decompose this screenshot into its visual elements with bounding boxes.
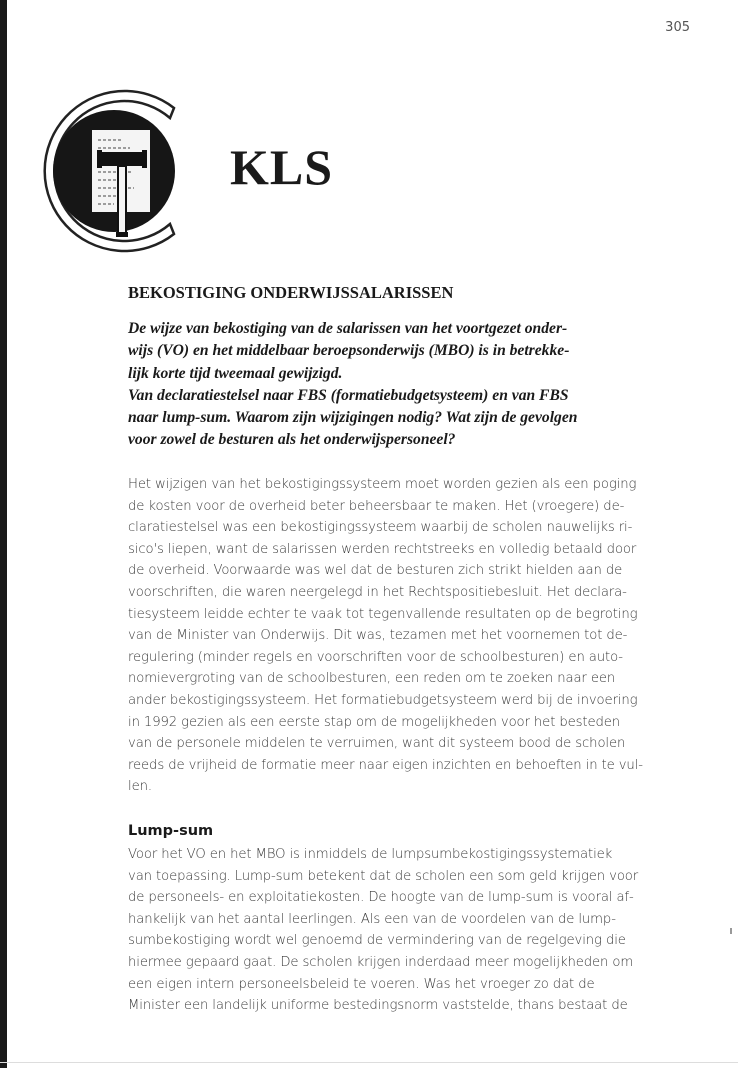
body-line: de kosten voor de overheid beter beheersbaar te maken. Het (vroegere) de- — [128, 498, 625, 514]
body-line: hankelijk van het aantal leerlingen. Als een van de voordelen van de lump- — [128, 911, 616, 927]
page-number: 305 — [665, 20, 690, 35]
body-line: nomievergroting van de schoolbesturen, een reden om te zoeken naar een — [128, 671, 616, 687]
body-line: sumbekostiging wordt wel genoemd de vermindering van de regelgeving die — [128, 933, 626, 949]
page-edge-shadow — [0, 0, 7, 1068]
body-line: sico's liepen, want de salarissen werden rechtstreeks en volledig betaald door — [128, 541, 637, 557]
body-line: van de personele middelen te verruimen, want dit systeem bood de scholen — [128, 736, 626, 752]
body-line: in 1992 gezien als een eerste stap om de mogelijkheden voor het besteden — [128, 714, 621, 730]
lead-line: De wijze van bekostiging van de salarissen van het voortgezet onder- — [128, 320, 568, 337]
body-line: voorschriften, die waren neergelegd in het Rechtspositiebesluit. Het declara- — [128, 584, 627, 600]
lead-line: wijs (VO) en het middelbaar beroepsonderwijs (MBO) is in betrekke- — [128, 342, 570, 360]
body-line: ander bekostigingssysteem. Het formatiebudgetsysteem werd bij de invoering — [128, 692, 638, 708]
body-line: de personeels- en exploitatiekosten. De hoogte van de lump-sum is vooral af- — [128, 890, 634, 906]
body-line: claratiestelsel was een bekostigingssysteem waarbij de scholen nauwelijks ri- — [128, 520, 633, 536]
page-bottom-edge — [0, 1062, 738, 1063]
body-line: tiesysteem leidde echter te vaak tot tegenvallende resultaten op de begroting — [128, 606, 638, 622]
body-line: hiermee gepaard gaat. De scholen krijgen inderdaad meer mogelijkheden om — [128, 954, 634, 970]
scan-artifact — [730, 928, 732, 934]
body-paragraph — [128, 474, 688, 798]
page-title: KLS — [230, 139, 334, 195]
lead-line: Van declaratiestelsel naar FBS (formatiebudgetsysteem) en van FBS — [128, 386, 569, 404]
lead-line: naar lump-sum. Waarom zijn wijzigingen nodig? Wat zijn de gevolgen — [128, 409, 578, 427]
body-line: van de Minister van Onderwijs. Dit was, tezamen met het voornemen tot de- — [128, 628, 628, 644]
body-line: van toepassing. Lump-sum betekent dat de scholen een som geld krijgen voor — [128, 868, 639, 884]
lead-line: voor zowel de besturen als het onderwijspersoneel? — [128, 431, 456, 449]
body-line: reeds de vrijheid de formatie meer naar eigen inzichten en behoeften in te vul- — [128, 757, 643, 773]
lead-line: lijk korte tijd tweemaal gewijzigd. — [128, 364, 343, 382]
lump-sum-paragraph — [128, 844, 688, 1017]
body-line: regulering (minder regels en voorschriften voor de schoolbesturen) en auto- — [128, 649, 623, 665]
body-line: Voor het VO en het MBO is inmiddels de lumpsumbekostigingssystematiek — [128, 847, 613, 862]
body-line: de overheid. Voorwaarde was wel dat de besturen zich strikt hielden aan de — [128, 563, 623, 579]
kls-logo-icon — [22, 86, 197, 256]
body-line: een eigen intern personeelsbeleid te voeren. Was het vroeger zo dat de — [128, 976, 595, 992]
section-heading: BEKOSTIGING ONDERWIJSSALARISSEN — [128, 283, 454, 302]
body-line: Minister een landelijk uniforme bestedingsnorm vaststelde, thans bestaat de — [128, 998, 628, 1014]
subheading-lump-sum: Lump-sum — [128, 823, 214, 839]
body-line: len. — [128, 779, 152, 795]
lead-paragraph — [128, 318, 688, 452]
body-line: Het wijzigen van het bekostigingssysteem moet worden gezien als een poging — [128, 477, 637, 492]
